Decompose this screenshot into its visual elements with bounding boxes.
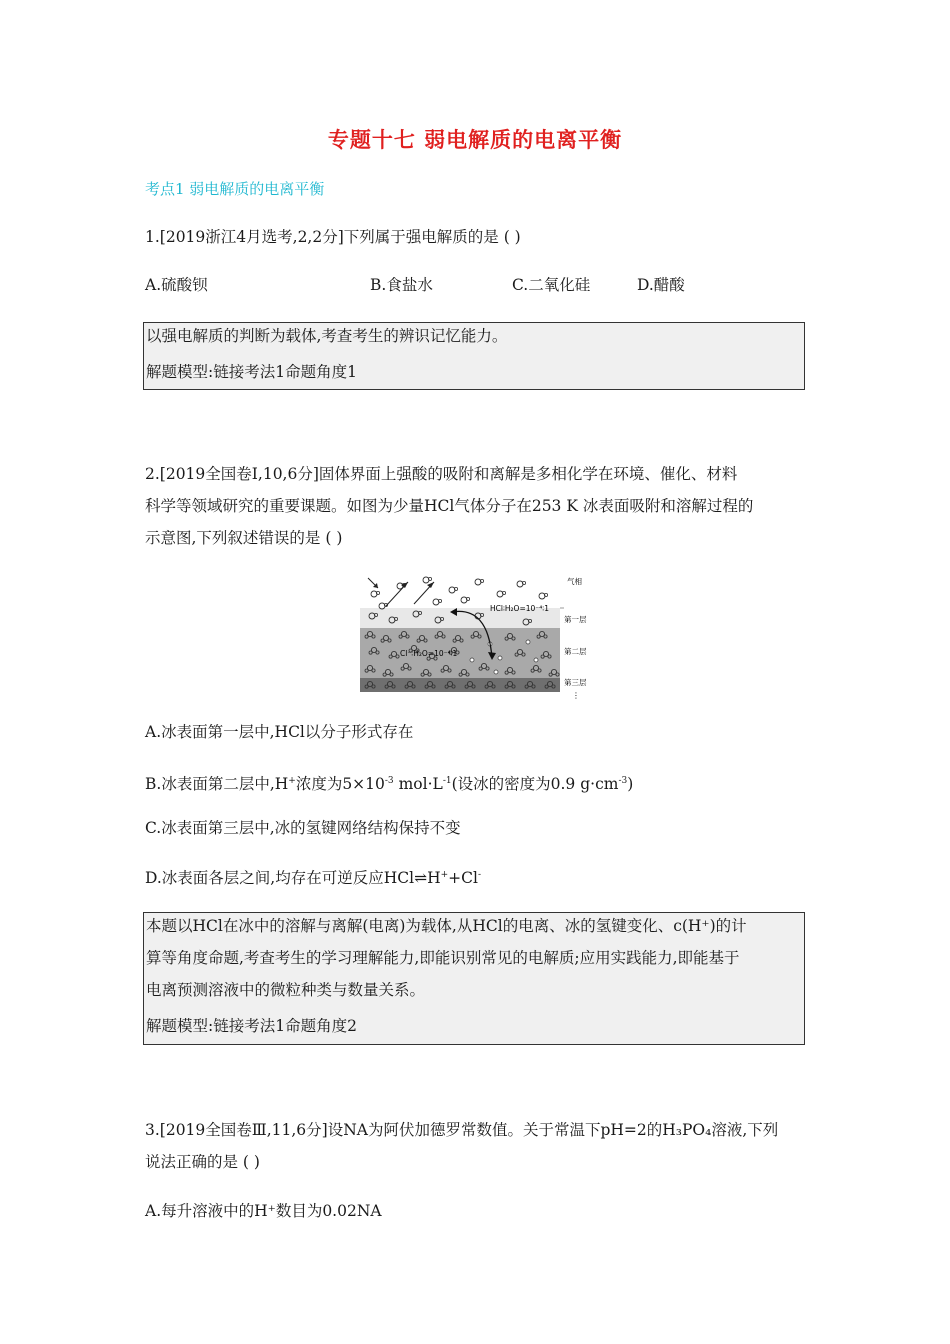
q2-analysis-line: 本题以HCl在冰中的溶解与离解(电离)为载体,从HCl的电离、冰的氢键变化、c(H⁺)的计 <box>146 917 747 935</box>
q1-option-a: A.硫酸钡 <box>145 276 208 294</box>
q2-option-a: A.冰表面第一层中,HCl以分子形式存在 <box>145 723 414 741</box>
hcl-ice-diagram <box>360 572 592 702</box>
q2-analysis-box <box>143 912 805 1045</box>
q1-option-d: D.醋酸 <box>637 276 685 294</box>
q3-stem-line: 3.[2019全国卷Ⅲ,11,6分]设NA为阿伏加德罗常数值。关于常温下pH=2的H₃PO₄溶液,下列 <box>145 1121 779 1139</box>
q1-option-c: C.二氧化硅 <box>512 276 591 294</box>
section-heading: 考点1 弱电解质的电离平衡 <box>145 180 325 198</box>
q1-analysis-box <box>143 322 805 390</box>
q1-analysis-text: 以强电解质的判断为载体,考查考生的辨识记忆能力。 <box>146 327 508 345</box>
opt-b-text: B.冰表面第二层中,H <box>145 775 289 794</box>
q2-option-c: C.冰表面第三层中,冰的氢键网络结构保持不变 <box>145 819 461 837</box>
layer1-label: 第一层 <box>564 615 587 624</box>
page-title: 专题十七 弱电解质的电离平衡 <box>327 128 623 152</box>
q2-analysis-line: 电离预测溶液中的微粒种类与数量关系。 <box>146 981 426 999</box>
ratio2-label: Cl⁻∶H₂O=10⁻⁴∶1 <box>400 649 458 658</box>
q2-option-b: B.冰表面第二层中,H+浓度为$5\times 10^{-3}$ $mol\cdot L^{-1}$(设冰的密度为0.9 $g\cdot cm^{-3}$) <box>145 775 634 794</box>
diagram-svg <box>360 572 592 702</box>
q3-stem-line: 说法正确的是 ( ) <box>145 1153 260 1171</box>
ratio1-label: HCl∶H₂O=10⁻⁴∶1 <box>490 604 549 613</box>
layer3-band <box>360 678 560 692</box>
q1-stem: 1.[2019浙江4月选考,2,2分]下列属于强电解质的是 ( ) <box>145 228 521 246</box>
q2-stem-line: 示意图,下列叙述错误的是 ( ) <box>145 529 343 547</box>
q2-model-text: 解题模型:链接考法1命题角度2 <box>146 1017 357 1035</box>
q3-option-a: A.每升溶液中的H⁺数目为0.02NA <box>145 1202 382 1220</box>
q2-analysis-line: 算等角度命题,考查考生的学习理解能力,即能识别常见的电解质;应用实践能力,即能基于 <box>146 949 740 967</box>
q1-option-b: B.食盐水 <box>370 276 433 294</box>
equilibrium-arrow: ⇌ <box>414 869 428 888</box>
q1-model-text: 解题模型:链接考法1命题角度1 <box>146 363 357 381</box>
q2-option-d: D.冰表面各层之间,均存在可逆反应HCl⇌H++Cl- <box>145 869 482 888</box>
q2-stem-line: 2.[2019全国卷Ⅰ,10,6分]固体界面上强酸的吸附和离解是多相化学在环境、催化、材料 <box>145 465 738 483</box>
ellipsis-mark: ⋮ <box>572 691 580 700</box>
gas-phase-label: 气相 <box>567 577 582 586</box>
layer2-label: 第二层 <box>564 647 587 656</box>
layer3-label: 第三层 <box>564 678 587 687</box>
q2-stem-line: 科学等领域研究的重要课题。如图为少量HCl气体分子在253 K 冰表面吸附和溶解过程的 <box>145 497 754 515</box>
